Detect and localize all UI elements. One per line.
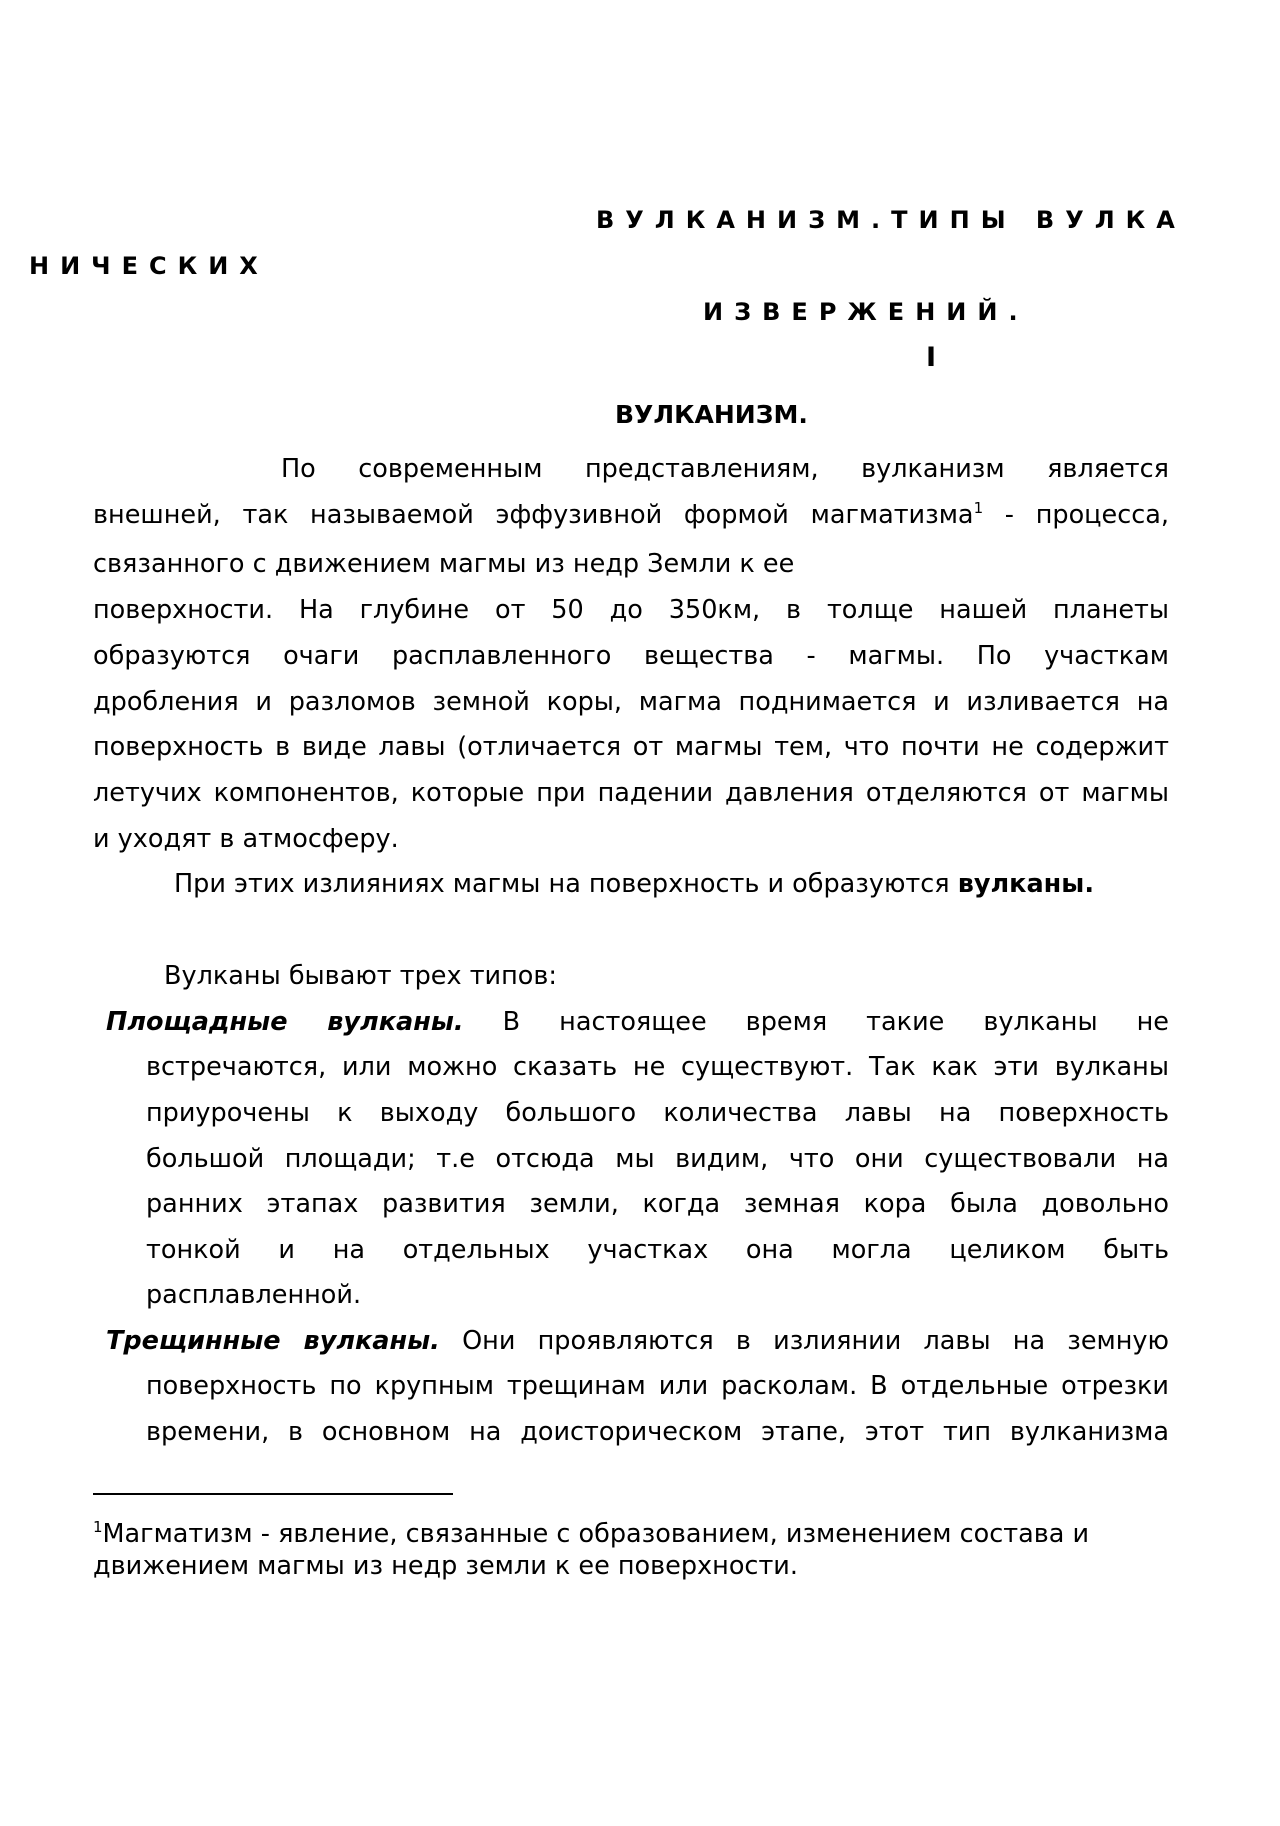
type-1-line-4: большой площади; т.е отсюда мы видим, что они существовали на bbox=[146, 1144, 1169, 1174]
type-2-term: Трещинные вулканы. bbox=[106, 1326, 440, 1356]
paragraph-2: При этих излияниях магмы на поверхность и образуются вулканы. bbox=[174, 869, 1095, 899]
type-1-line-5: ранних этапах развития земли, когда земная кора была довольно bbox=[146, 1189, 1169, 1219]
type-2-line-2: поверхность по крупным трещинам или расколам. В отдельные отрезки bbox=[146, 1371, 1169, 1401]
type-1-line-6: тонкой и на отдельных участках она могла целиком быть bbox=[146, 1235, 1169, 1265]
title-line-1: ВУЛКАНИЗМ.ТИПЫ ВУЛКА bbox=[596, 206, 1186, 234]
paragraph-1-line-1: По современным представлениям, вулканизм является bbox=[281, 454, 1169, 484]
title-line-2: НИЧЕСКИХ bbox=[29, 252, 269, 280]
paragraph-1-line-7: поверхность в виде лавы (отличается от магмы тем, что почти не содержит bbox=[93, 732, 1169, 762]
type-1-term: Площадные вулканы. bbox=[106, 1007, 464, 1037]
paragraph-1-line-4: поверхности. На глубине от 50 до 350км, в толще нашей планеты bbox=[93, 595, 1169, 625]
type-1-line-3: приурочены к выходу большого количества лавы на поверхность bbox=[146, 1098, 1169, 1128]
title-line-3: ИЗВЕРЖЕНИЙ. bbox=[703, 298, 1029, 326]
types-intro: Вулканы бывают трех типов: bbox=[164, 961, 558, 991]
volcanoes-term: вулканы. bbox=[957, 869, 1095, 899]
section-number: I bbox=[926, 342, 937, 373]
type-2-first-line: Трещинные вулканы. Они проявляются в излиянии лавы на земную bbox=[106, 1326, 1169, 1356]
paragraph-1-line-9: и уходят в атмосферу. bbox=[93, 824, 399, 854]
type-1-line-2: встречаются, или можно сказать не существуют. Так как эти вулканы bbox=[146, 1052, 1169, 1082]
type-2-line-3: времени, в основном на доисторическом этапе, этот тип вулканизма bbox=[146, 1417, 1169, 1447]
footnote-reference[interactable]: 1 bbox=[973, 499, 984, 517]
paragraph-1-line-6: дробления и разломов земной коры, магма поднимается и изливается на bbox=[93, 687, 1169, 717]
type-1-line-7: расплавленной. bbox=[146, 1280, 362, 1310]
paragraph-1-line-8: летучих компонентов, которые при падении давления отделяются от магмы bbox=[93, 778, 1169, 808]
footnote: $^1$Магматизм - явление, связанные с образованием, изменением состава и движением магмы из недр земли к ее поверхности. bbox=[93, 1518, 1090, 1581]
paragraph-1-line-5: образуются очаги расплавленного вещества - магмы. По участкам bbox=[93, 641, 1169, 671]
paragraph-1-line-2: внешней, так называемой эффузивной формой магматизма$^1$ - процесса, bbox=[93, 499, 1169, 530]
type-1-first-line: Площадные вулканы. В настоящее время такие вулканы не bbox=[106, 1007, 1169, 1037]
footnote-separator bbox=[93, 1493, 453, 1495]
footnote-mark: 1 bbox=[93, 1518, 103, 1536]
section-heading: ВУЛКАНИЗМ. bbox=[615, 400, 808, 429]
paragraph-1-line-3: связанного с движением магмы из недр Земли к ее bbox=[93, 549, 795, 579]
